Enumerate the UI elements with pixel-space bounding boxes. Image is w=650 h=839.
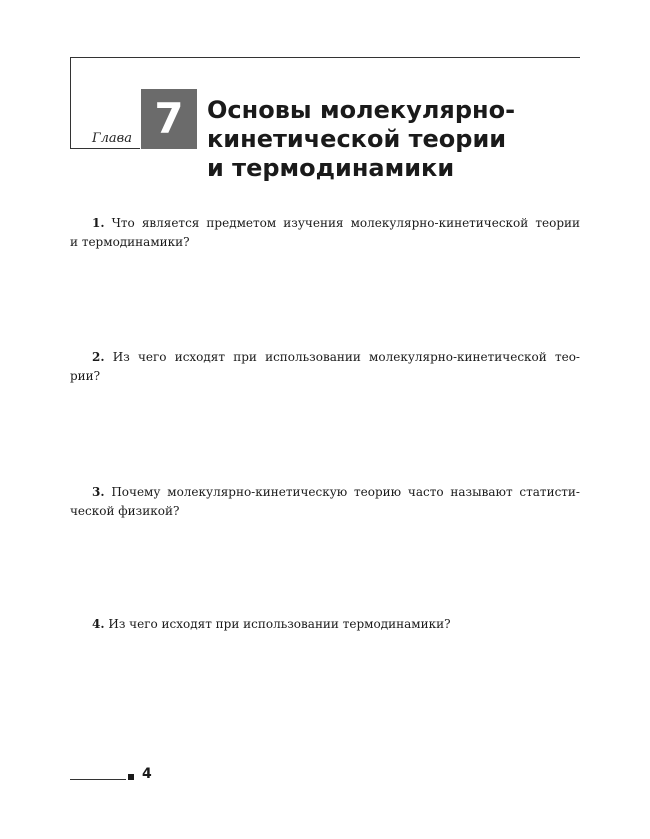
question-4-line-1	[70, 615, 580, 634]
chapter-number-box	[141, 89, 197, 149]
question-3-text-1: Почему молекулярно-кинетическую теорию часто называют статисти-	[111, 485, 580, 499]
page-number: 4	[142, 766, 152, 782]
chapter-number: 7	[154, 94, 184, 143]
chapter-label-underline	[70, 148, 140, 149]
question-2-line-2: рии?	[70, 369, 101, 383]
question-1-number: 1.	[92, 216, 105, 230]
chapter-title	[207, 96, 515, 183]
chapter-title-line: и термодинамики	[207, 154, 455, 182]
header-top-rule	[70, 57, 580, 58]
question-3-line-1	[70, 483, 580, 502]
question-2-line-1	[70, 348, 580, 367]
question-2	[70, 348, 580, 386]
question-3	[70, 483, 580, 521]
question-1-text-1: Что является предметом изучения молекулярно-кинетической теории	[111, 216, 580, 230]
question-2-number: 2.	[92, 350, 105, 364]
question-4	[70, 615, 580, 634]
question-4-number: 4.	[92, 617, 105, 631]
chapter-label: Глава	[92, 131, 132, 146]
footer-rule	[70, 779, 126, 780]
question-2-text-1: Из чего исходят при использовании молекулярно-кинетической тео-	[112, 350, 580, 364]
question-3-line-2: ческой физикой?	[70, 504, 180, 518]
chapter-title-line: кинетической теории	[207, 125, 507, 153]
footer-square-marker	[128, 774, 134, 780]
question-3-number: 3.	[92, 485, 105, 499]
question-1-line-2: и термодинамики?	[70, 235, 190, 249]
question-4-text-1: Из чего исходят при использовании термодинамики?	[108, 617, 451, 631]
chapter-title-line: Основы молекулярно-	[207, 96, 516, 124]
question-1	[70, 214, 580, 252]
header-left-rule	[70, 57, 71, 148]
question-1-line-1	[70, 214, 580, 233]
